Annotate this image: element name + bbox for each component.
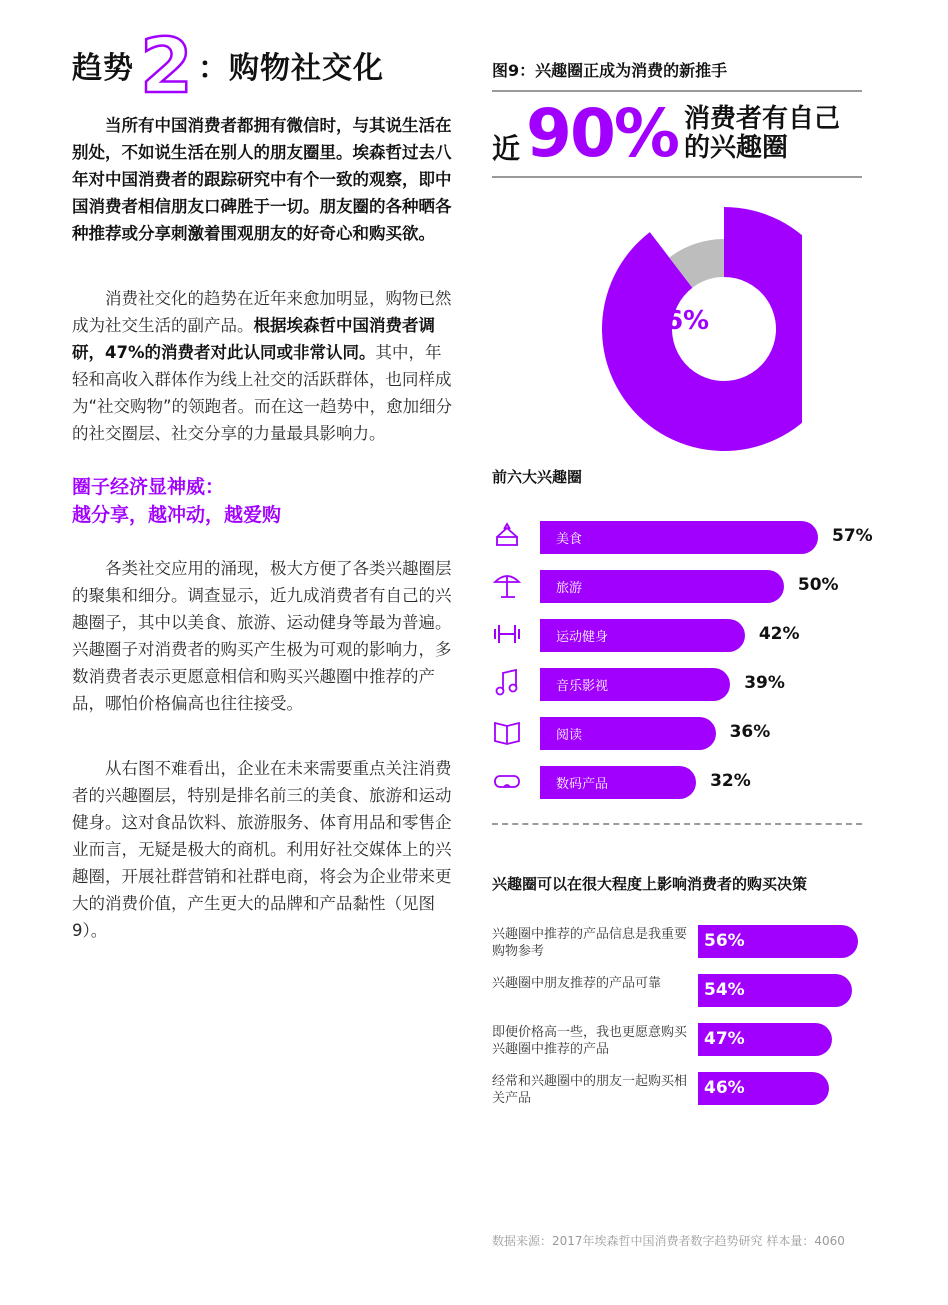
decision-row xyxy=(492,971,862,1020)
interest-row xyxy=(492,517,873,566)
section-heading: 圈子经济显神威： 越分享，越冲动，越爱购 xyxy=(72,476,282,526)
donut-label: 89.6% xyxy=(618,306,710,336)
interest-bar-value: 57% xyxy=(832,526,873,546)
interest-row xyxy=(492,615,862,664)
interest-bar-value: 39% xyxy=(744,673,785,693)
title-topic: ：购物社交化 xyxy=(198,51,384,86)
decision-bar-value: 46% xyxy=(704,1078,745,1098)
article-column xyxy=(72,30,456,944)
intro-paragraph: 当所有中国消费者都拥有微信时，与其说生活在别处，不如说生活在别人的朋友圈里。埃森哲过去八年对中国消费者的跟踪研究中有个一致的观察，即中国消费者相信朋友口碑胜于一切。朋友圈的各种晒各种推荐或分享刺激着围观朋友的好奇心和购买欲。 xyxy=(72,116,452,243)
decision-row xyxy=(492,922,862,971)
trend-paragraph: 消费社交化的趋势在近年来愈加明显，购物已然成为社交生活的副产品。根据埃森哲中国消费者调研，47%的消费者对此认同或非常认同。其中，年轻和高收入群体作为线上社交的活跃群体，也同样成为“社交购物”的领跑者。而在这一趋势中，愈加细分的社交圈层、社交分享的力量最具影响力。 xyxy=(72,289,453,443)
conclusion-paragraph: 从右图不难看出，企业在未来需要重点关注消费者的兴趣圈层，特别是排名前三的美食、旅游和运动健身。这对食品饮料、旅游服务、体育用品和零售企业而言，无疑是极大的商机。利用好社交媒体上的兴趣圈，开展社群营销和社群电商，将会为企业带来更大的消费价值，产生更大的品牌和产品黏性（见图9）。 xyxy=(72,759,452,940)
decision-bar-chart xyxy=(492,922,862,1118)
circle-paragraph: 各类社交应用的涌现，极大方便了各类兴趣圈层的聚集和细分。调查显示，近九成消费者有自己的兴趣圈子，其中以美食、旅游、运动健身等最为普遍。兴趣圈子对消费者的购买产生极为可观的影响力，多数消费者表示更愿意相信和购买兴趣圈中推荐的产品，哪怕价格偏高也往往接受。 xyxy=(72,559,452,713)
interest-bar-label: 美食 xyxy=(556,532,583,547)
svg-text:2: 2 xyxy=(140,30,193,100)
vr-goggles-icon xyxy=(492,766,522,796)
title-trend: 趋势 xyxy=(72,51,134,86)
decision-label: 经常和兴趣圈中的朋友一起购买相关产品 xyxy=(492,1074,688,1106)
page-title xyxy=(72,30,456,100)
headline-stat xyxy=(492,92,862,176)
interest-bar-value: 50% xyxy=(797,575,839,595)
trend-number xyxy=(138,30,194,100)
decision-bar-value: 56% xyxy=(704,931,745,951)
donut-chart xyxy=(492,204,862,454)
beach-umbrella-icon xyxy=(492,570,522,600)
interest-row xyxy=(492,566,862,615)
decision-label: 即便价格高一些，我也更愿意购买兴趣圈中推荐的产品 xyxy=(492,1025,688,1057)
interest-row xyxy=(492,664,862,713)
interest-bar-label: 运动健身 xyxy=(556,630,609,645)
interest-bar-value: 36% xyxy=(729,722,771,742)
divider-bottom xyxy=(492,176,862,178)
interest-bar-chart xyxy=(492,517,873,811)
book-icon xyxy=(492,717,522,747)
dumbbell-icon xyxy=(492,619,522,649)
cake-icon xyxy=(492,521,522,551)
interest-row xyxy=(492,713,862,762)
music-note-icon xyxy=(492,668,522,698)
interest-row xyxy=(492,762,862,811)
stat-percent: 90% xyxy=(526,95,678,172)
decision-title: 兴趣圈可以在很大程度上影响消费者的购买决策 xyxy=(492,875,808,893)
interest-bar-label: 旅游 xyxy=(556,581,583,596)
dashed-divider xyxy=(492,823,862,825)
figure-column xyxy=(492,58,873,1118)
stat-prefix: 近 xyxy=(492,132,521,165)
top6-title: 前六大兴趣圈 xyxy=(492,468,583,486)
decision-row xyxy=(492,1020,862,1069)
decision-bar-value: 54% xyxy=(704,980,745,1000)
interest-bar-label: 数码产品 xyxy=(556,777,609,792)
stat-caption: 消费者有自己 的兴趣圈 xyxy=(684,104,841,163)
interest-bar-value: 42% xyxy=(758,624,800,644)
interest-bar-label: 阅读 xyxy=(556,728,583,743)
interest-bar-label: 音乐影视 xyxy=(556,679,609,694)
figure-title: 图9：兴趣圈正成为消费的新推手 xyxy=(492,61,728,80)
decision-label: 兴趣圈中推荐的产品信息是我重要购物参考 xyxy=(492,927,688,959)
decision-label: 兴趣圈中朋友推荐的产品可靠 xyxy=(492,976,662,991)
interest-bar-value: 32% xyxy=(710,771,751,791)
decision-bar-value: 47% xyxy=(704,1029,745,1049)
data-source: 数据来源：2017年埃森哲中国消费者数字趋势研究 样本量：4060 xyxy=(492,1234,845,1248)
decision-row xyxy=(492,1069,862,1118)
